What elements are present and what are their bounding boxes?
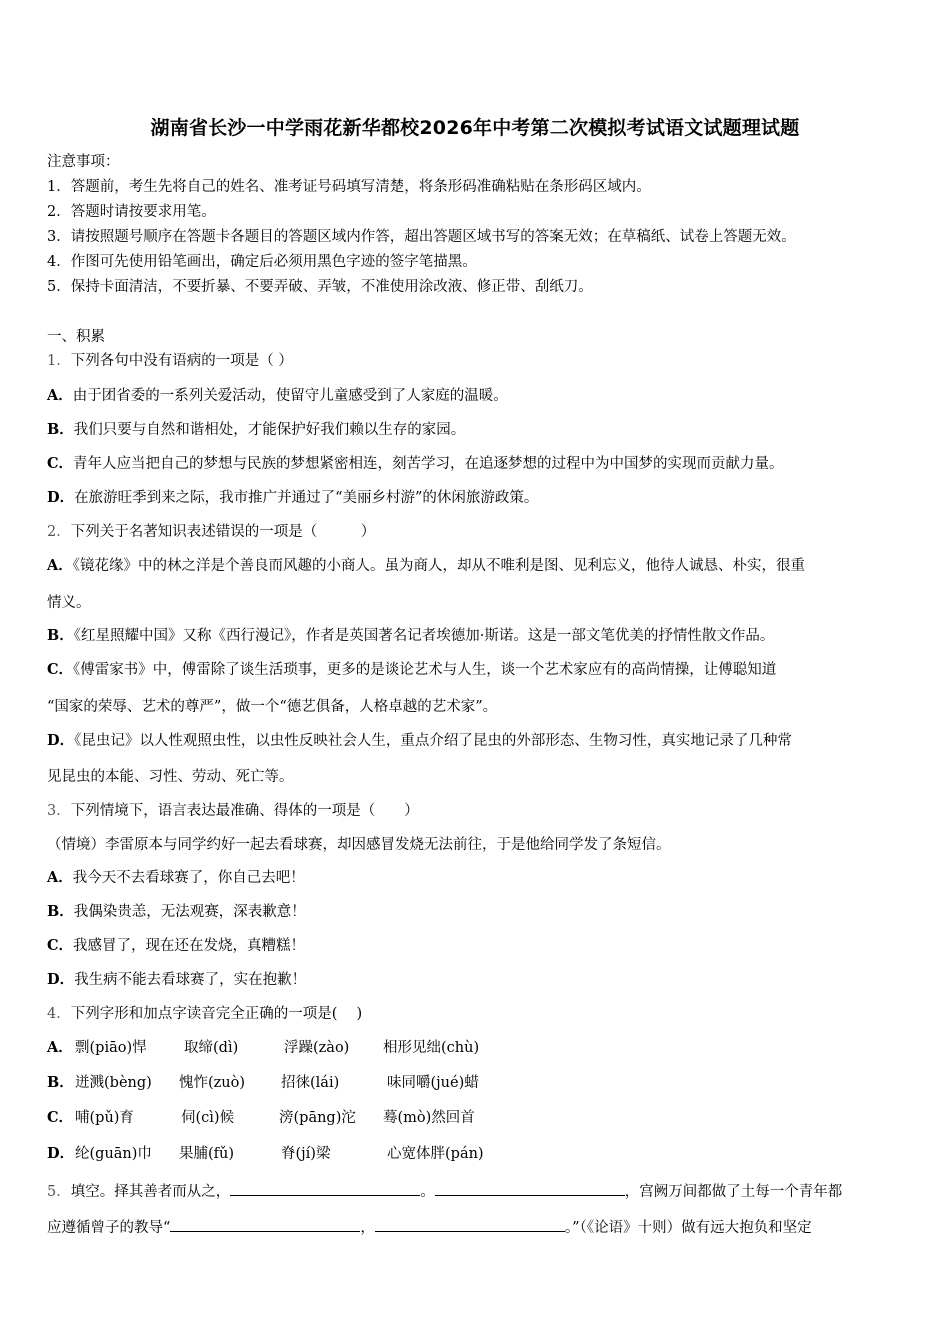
option-d: D．《昆虫记》以人性观照虫性，以虫性反映社会人生，重点介绍了昆虫的外部形态、生物习性，真实地记录了几种常 <box>47 732 792 749</box>
page-title: 湖南省长沙一中学雨花新华都校2026年中考第二次模拟考试语文试题理试题 <box>150 117 800 139</box>
fill-blank[interactable] <box>170 1217 360 1232</box>
word-item: 脊(jí)梁 <box>281 1146 331 1162</box>
word-item: 招徕(lái) <box>281 1075 340 1091</box>
fill-blank[interactable] <box>230 1181 420 1196</box>
fill-blank[interactable] <box>435 1181 625 1196</box>
word-item: 愧怍(zuò) <box>179 1075 246 1091</box>
question-3-context: （情境）李雷原本与同学约好一起去看球赛，却因感冒发烧无法前往，于是他给同学发了条短信。 <box>47 837 671 853</box>
option-c: C．我感冒了，现在还在发烧，真糟糕！ <box>47 937 306 954</box>
fill-blank[interactable] <box>375 1217 565 1232</box>
question-2-stem: 2．下列关于名著知识表述错误的一项是（ ） <box>47 524 376 540</box>
option-a: A． 剽(piāo)悍 取缔(dì) 浮躁(zào) 相形见绌(chù) <box>47 1039 480 1056</box>
option-a: A．由于团省委的一系列关爱活动，使留守儿童感受到了人家庭的温暖。 <box>47 387 508 404</box>
notice-item: 2．答题时请按要求用笔。 <box>47 204 216 220</box>
question-3-stem: 3．下列情境下，语言表达最准确、得体的一项是（ ） <box>47 803 419 819</box>
notice-item: 1．答题前，考生先将自己的姓名、准考证号码填写清楚，将条形码准确粘贴在条形码区域内。 <box>47 179 651 195</box>
word-item: 纶(guān)巾 <box>75 1146 152 1162</box>
option-c: C．青年人应当把自己的梦想与民族的梦想紧密相连，刻苦学习，在追逐梦想的过程中为中国梦的实现而贡献力量。 <box>47 455 784 472</box>
word-item: 相形见绌(chù) <box>383 1040 480 1056</box>
option-d: D．在旅游旺季到来之际，我市推广并通过了“美丽乡村游”的休闲旅游政策。 <box>47 489 539 506</box>
word-item: 果脯(fǔ) <box>179 1146 235 1162</box>
section-heading: 一、积累 <box>47 329 105 345</box>
word-item: 剽(piāo)悍 <box>75 1040 147 1056</box>
option-b: B．我偶染贵恙，无法观赛，深表歉意！ <box>47 903 306 920</box>
option-b: B． 迸溅(bèng) 愧怍(zuò) 招徕(lái) 味同嚼(jué)蜡 <box>47 1074 479 1091</box>
notice-item: 3．请按照题号顺序在答题卡各题目的答题区域内作答，超出答题区域书写的答案无效；在草稿纸、试卷上答题无效。 <box>47 229 796 245</box>
option-a: A．《镜花缘》中的林之洋是个善良而风趣的小商人。虽为商人，却从不唯利是图、见利忘义，他待人诚恳、朴实，很重 <box>47 557 806 574</box>
option-d: D．我生病不能去看球赛了，实在抱歉！ <box>47 971 307 988</box>
option-c: C．《傅雷家书》中，傅雷除了谈生活琐事，更多的是谈论艺术与人生，谈一个艺术家应有的高尚情操，让傅聪知道 <box>47 661 777 678</box>
word-item: 滂(pāng)沱 <box>279 1110 356 1126</box>
option-b: B．《红星照耀中国》又称《西行漫记》，作者是英国著名记者埃德加·斯诺。这是一部文笔优美的抒情性散文作品。 <box>47 627 775 644</box>
word-item: 哺(pǔ)育 <box>75 1110 134 1126</box>
option-c: C． 哺(pǔ)育 伺(cì)候 滂(pāng)沱 蓦(mò)然回首 <box>47 1109 475 1126</box>
option-d-cont: 见昆虫的本能、习性、劳动、死亡等。 <box>47 769 294 785</box>
word-item: 取缔(dì) <box>184 1040 239 1056</box>
word-item: 味同嚼(jué)蜡 <box>387 1075 479 1091</box>
word-item: 心宽体胖(pán) <box>387 1146 484 1162</box>
notice-item: 4．作图可先使用铅笔画出，确定后必须用黑色字迹的签字笔描黑。 <box>47 254 477 270</box>
question-5-line-1: 5．填空。择其善者而从之， 。 ，宫阙万间都做了土每一个青年都 <box>47 1181 842 1202</box>
question-4-stem: 4．下列字形和加点字读音完全正确的一项是( ) <box>47 1006 363 1022</box>
option-a-cont: 情义。 <box>47 595 91 611</box>
word-item: 迸溅(bèng) <box>75 1075 152 1091</box>
word-item: 伺(cì)候 <box>181 1110 235 1126</box>
word-item: 蓦(mò)然回首 <box>383 1110 475 1126</box>
question-1-stem: 1．下列各句中没有语病的一项是（ ） <box>47 353 293 369</box>
option-d: D． 纶(guān)巾 果脯(fǔ) 脊(jí)梁 心宽体胖(pán) <box>47 1145 484 1162</box>
option-b: B．我们只要与自然和谐相处，才能保护好我们赖以生存的家园。 <box>47 421 466 438</box>
notice-heading: 注意事项： <box>47 154 120 170</box>
option-c-cont: “国家的荣辱、艺术的尊严”，做一个“德艺俱备，人格卓越的艺术家”。 <box>47 699 498 715</box>
question-5-line-2: 应遵循曾子的教导“ ， 。”（《论语》十则）做有远大抱负和坚定 <box>47 1217 812 1238</box>
notice-item: 5．保持卡面清洁，不要折暴、不要弄破、弄皱，不准使用涂改液、修正带、刮纸刀。 <box>47 279 593 295</box>
option-a: A．我今天不去看球赛了，你自己去吧！ <box>47 869 305 886</box>
word-item: 浮躁(zào) <box>284 1040 350 1056</box>
